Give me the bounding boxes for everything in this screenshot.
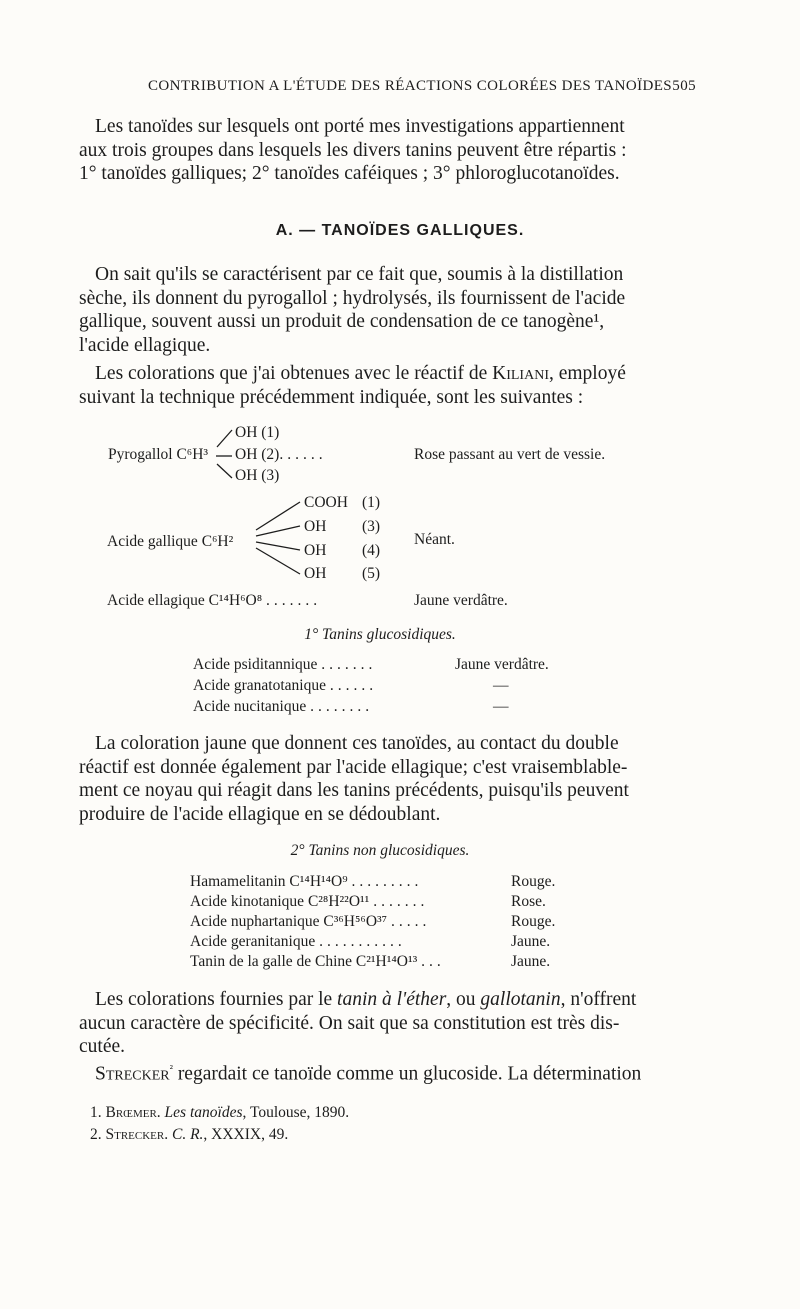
row-name: Hamamelitanin C¹⁴H¹⁴O⁹: [190, 873, 348, 890]
row-result: Jaune verdâtre.: [455, 656, 549, 673]
leader-dots: .........: [351, 873, 423, 890]
text-span: Les colorations que j'ai obtenues avec le réactif de: [95, 363, 493, 384]
text-line: l'acide ellagique.: [79, 334, 211, 356]
text-span: , n'offrent: [560, 989, 637, 1010]
text-line: 1° tanoïdes galliques; 2° tanoïdes caféiques ; 3° phloroglucotanoïdes.: [79, 163, 620, 184]
text-span: Les colorations fournies par le: [95, 989, 338, 1010]
pyrogallol-group-1: OH (1): [235, 424, 280, 441]
italic-term: tanin à l'éther: [337, 989, 447, 1010]
table-row: [193, 656, 376, 674]
group-label: OH (2): [235, 446, 280, 463]
text-line: produire de l'acide ellagique en se dédoublant.: [79, 803, 441, 825]
row-result: —: [493, 698, 509, 715]
leader-dots: ...........: [319, 933, 406, 950]
gallic-group-3: OH: [304, 542, 327, 559]
author-name: Strecker: [95, 1063, 170, 1085]
leader-dots: ...: [421, 953, 445, 970]
gallic-position-4: (5): [362, 565, 381, 582]
text-line: ment ce noyau qui réagit dans les tanins précédents, puisqu'ils peuvent: [79, 780, 629, 801]
section-heading: A. — TANOÏDES GALLIQUES.: [275, 222, 525, 239]
row-name: Acide nuphartanique C³⁶H⁵⁶O³⁷: [190, 913, 388, 930]
row-result: Jaune.: [511, 933, 551, 950]
table-row: [190, 953, 445, 971]
gallotanin-paragraph: [79, 988, 685, 1059]
gallic-position-3: (4): [362, 542, 381, 559]
footnote-number: 1.: [90, 1104, 106, 1121]
leader-dots: ......: [329, 677, 378, 694]
footnote-marker: ²: [169, 1063, 173, 1075]
text-line: suivant la technique précédemment indiquée, sont les suivantes :: [79, 386, 584, 408]
text-line: [79, 988, 685, 1012]
footnote: [90, 1126, 288, 1144]
row-name: Acide psiditannique: [193, 656, 318, 673]
leader-dots: .....: [390, 913, 431, 930]
bond-line: [256, 542, 300, 550]
pyrogallol-result: Rose passant au vert de vessie.: [414, 446, 606, 463]
ellagic-name: Acide ellagique C¹⁴H⁶O⁸: [107, 592, 263, 609]
table-row: [190, 913, 430, 931]
row-name: Acide geranitanique: [190, 933, 316, 950]
leader-dots: .......: [321, 656, 377, 673]
bond-line: [217, 430, 232, 447]
table-row: [193, 698, 373, 716]
gallic-position-1: (1): [362, 494, 381, 511]
strecker-paragraph: [79, 1058, 685, 1086]
row-name: Acide kinotanique C²⁸H²²O¹¹: [190, 893, 370, 910]
footnote-number: 2.: [90, 1126, 106, 1143]
text-span: , ou: [446, 989, 481, 1010]
bond-line: [256, 526, 300, 536]
glucosidic-subtitle: 1° Tanins glucosidiques.: [304, 626, 456, 643]
text-line: réactif est donnée également par l'acide ellagique; c'est vraisemblable-: [79, 756, 628, 778]
footnote-author: Brœmer.: [105, 1104, 161, 1121]
text-span: regardait ce tanoïde comme un glucoside. La détermination: [172, 1063, 642, 1085]
footnote-author: Strecker.: [105, 1126, 169, 1143]
table-row: [190, 873, 422, 891]
leader-dots: .......: [373, 893, 429, 910]
row-result: Rouge.: [511, 913, 556, 930]
ellagic-result: Jaune verdâtre.: [414, 592, 508, 609]
row-name: Tanin de la galle de Chine C²¹H¹⁴O¹³: [190, 953, 418, 970]
table-row: [193, 677, 377, 695]
pyrogallol-group-3: OH (3): [235, 467, 280, 484]
row-result: Rose.: [511, 893, 546, 910]
footnote-rest: , XXXIX, 49.: [203, 1126, 289, 1143]
footnote-title: C. R.: [168, 1126, 204, 1143]
footnote: [90, 1104, 349, 1122]
table-row: [190, 933, 406, 951]
row-name: Acide nucitanique: [193, 698, 307, 715]
author-name: Kiliani: [492, 363, 549, 384]
footnote-rest: , Toulouse, 1890.: [242, 1104, 350, 1121]
ellagic-paragraph: [79, 732, 685, 826]
row-result: Jaune.: [511, 953, 551, 970]
bond-line: [256, 502, 300, 530]
text-line: gallique, souvent aussi un produit de condensation de ce tanogène¹,: [79, 311, 605, 332]
text-line: aux trois groupes dans lesquels les divers tanins peuvent être répartis :: [79, 139, 627, 161]
gallic-result: Néant.: [414, 531, 455, 548]
gallic-group-1: COOH: [304, 494, 348, 511]
running-title: CONTRIBUTION A L'ÉTUDE DES RÉACTIONS COLORÉES DES TANOÏDES: [148, 78, 673, 94]
gallic-position-2: (3): [362, 518, 381, 535]
text-line: [79, 1058, 685, 1086]
gallic-name: Acide gallique C⁶H²: [107, 533, 234, 550]
footnote-title: Les tanoïdes: [160, 1104, 243, 1121]
text-span: , employé: [548, 363, 626, 384]
pyrogallol-name: Pyrogallol C⁶H³: [108, 446, 209, 463]
table-row: [190, 893, 428, 911]
row-name: Acide granatotanique: [193, 677, 326, 694]
text-line: La coloration jaune que donnent ces tanoïdes, au contact du double: [95, 733, 619, 754]
text-line: sèche, ils donnent du pyrogallol ; hydrolysés, ils fournissent de l'acide: [79, 287, 626, 309]
text-line: On sait qu'ils se caractérisent par ce fait que, soumis à la distillation: [95, 264, 624, 285]
row-result: Rouge.: [511, 873, 556, 890]
gallic-group-4: OH: [304, 565, 327, 582]
leader-dots: .......: [266, 592, 322, 609]
leader-dots: ......: [279, 446, 327, 463]
page-number: 505: [672, 78, 696, 94]
non-glucosidic-subtitle: 2° Tanins non glucosidiques.: [290, 842, 470, 859]
bond-line: [256, 548, 300, 574]
text-line: aucun caractère de spécificité. On sait que sa constitution est très dis-: [79, 1012, 620, 1034]
italic-term: gallotanin: [480, 989, 561, 1010]
row-result: —: [493, 677, 509, 694]
gallic-group-2: OH: [304, 518, 327, 535]
text-line: Les tanoïdes sur lesquels ont porté mes investigations appartiennent: [95, 116, 625, 137]
leader-dots: ........: [310, 698, 374, 715]
bond-line: [217, 464, 232, 478]
text-line: cutée.: [79, 1036, 126, 1057]
